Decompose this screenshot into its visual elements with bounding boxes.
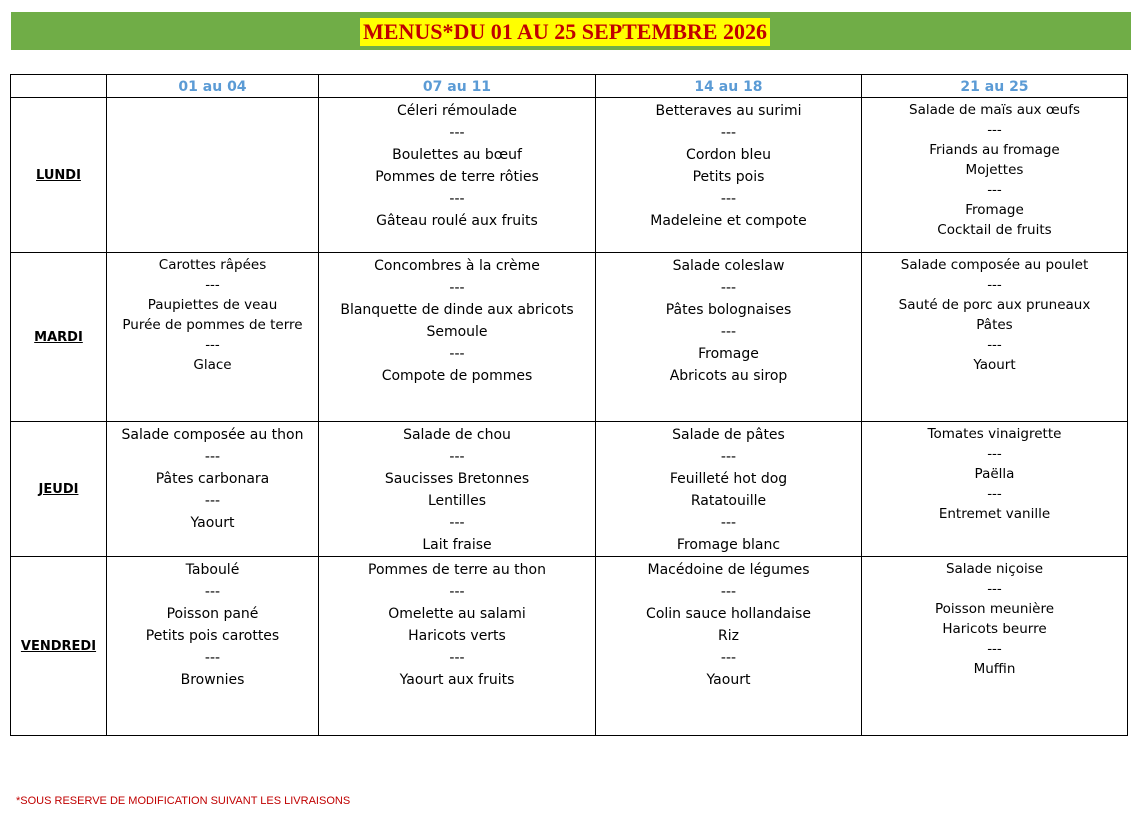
menu-item: Yaourt: [973, 357, 1016, 373]
course-separator: ---: [204, 493, 221, 509]
menu-item: Tomates vinaigrette: [927, 426, 1062, 442]
week-header-row: [11, 75, 1128, 98]
course-separator: ---: [205, 337, 220, 353]
menu-item: Céleri rémoulade: [396, 103, 518, 119]
course-separator: ---: [720, 515, 737, 531]
menu-cell: [862, 422, 1128, 557]
menu-cell: [596, 98, 862, 253]
menu-cell: [862, 98, 1128, 253]
menu-item: Brownies: [180, 672, 245, 688]
menu-item: Poisson pané: [166, 606, 259, 622]
course-separator: ---: [987, 182, 1002, 198]
course-separator: ---: [449, 650, 465, 666]
day-row: [11, 253, 1128, 422]
course-separator: ---: [987, 122, 1002, 138]
menu-item: Madeleine et compote: [650, 213, 807, 229]
menu-item: Concombres à la crème: [374, 258, 540, 274]
menu-item: Pommes de terre au thon: [368, 562, 546, 578]
menu-cell: [107, 422, 319, 557]
day-row: [11, 98, 1128, 253]
day-row: [11, 422, 1128, 557]
menu-item: Haricots beurre: [942, 621, 1047, 637]
course-separator: ---: [204, 449, 221, 465]
course-separator: ---: [720, 650, 737, 666]
course-separator: ---: [720, 449, 737, 465]
menu-cell: [107, 557, 319, 736]
menu-item: Pâtes: [976, 317, 1013, 333]
course-separator: ---: [204, 650, 221, 666]
menu-item: Ratatouille: [690, 493, 767, 509]
course-separator: ---: [449, 515, 465, 531]
course-separator: ---: [205, 277, 220, 293]
menu-item: Cordon bleu: [686, 147, 771, 163]
week-header: 14 au 18: [596, 75, 862, 98]
page-title: MENUS*DU 01 AU 25 SEPTEMBRE 2026: [360, 18, 770, 46]
menu-cell: [319, 557, 596, 736]
menu-item: Cocktail de fruits: [937, 222, 1052, 238]
menu-item: Betteraves au surimi: [655, 103, 802, 119]
menu-item: Colin sauce hollandaise: [646, 606, 811, 622]
menu-cell: [107, 253, 319, 422]
course-separator: ---: [720, 280, 737, 296]
menu-item: Compote de pommes: [381, 368, 533, 384]
menu-items: [107, 422, 318, 534]
course-separator: ---: [987, 641, 1002, 657]
menu-item: Lait fraise: [422, 537, 492, 553]
menu-items: [319, 253, 595, 387]
course-separator: ---: [987, 277, 1002, 293]
menu-item: Abricots au sirop: [669, 368, 788, 384]
menu-item: Entremet vanille: [938, 506, 1051, 522]
course-separator: ---: [987, 446, 1002, 462]
menu-items: [862, 557, 1127, 679]
menu-item: Taboulé: [185, 562, 240, 578]
menu-item: Friands au fromage: [929, 142, 1060, 158]
menu-cell: [319, 422, 596, 557]
menu-cell: [596, 557, 862, 736]
menu-items: [107, 253, 318, 375]
footnote: *SOUS RESERVE DE MODIFICATION SUIVANT LES LIVRAISONS: [16, 795, 351, 807]
menu-item: Salade de chou: [403, 427, 511, 443]
course-separator: ---: [987, 581, 1002, 597]
menu-item: Paupiettes de veau: [147, 297, 278, 313]
menu-item: Salade coleslaw: [672, 258, 785, 274]
menu-table: [10, 74, 1128, 736]
week-header: 21 au 25: [862, 75, 1128, 98]
menu-item: Salade de pâtes: [672, 427, 785, 443]
menu-item: Salade de maïs aux œufs: [909, 102, 1080, 118]
menu-item: Petits pois carottes: [145, 628, 280, 644]
menu-items: [107, 557, 318, 691]
menu-item: Gâteau roulé aux fruits: [376, 213, 538, 229]
menu-items: [862, 98, 1127, 240]
day-label: LUNDI: [11, 98, 107, 253]
menu-items: [862, 422, 1127, 524]
menu-items: [596, 98, 861, 232]
course-separator: ---: [720, 125, 737, 141]
corner-cell: [11, 75, 107, 98]
menu-item: Riz: [718, 628, 739, 644]
course-separator: ---: [449, 191, 465, 207]
menu-items: [596, 557, 861, 691]
day-label: JEUDI: [11, 422, 107, 557]
menu-item: Fromage: [698, 346, 759, 362]
menu-item: Muffin: [973, 661, 1016, 677]
course-separator: ---: [449, 125, 465, 141]
menu-item: Glace: [193, 357, 232, 373]
course-separator: ---: [449, 280, 465, 296]
course-separator: ---: [720, 584, 737, 600]
menu-item: Lentilles: [427, 493, 487, 509]
menu-item: Fromage blanc: [676, 537, 781, 553]
menu-item: Haricots verts: [408, 628, 506, 644]
course-separator: ---: [720, 191, 737, 207]
menu-items: [596, 422, 861, 556]
menu-item: Carottes râpées: [158, 257, 267, 273]
menu-item: Fromage: [965, 202, 1024, 218]
menu-item: Poisson meunière: [934, 601, 1055, 617]
menu-item: Macédoine de légumes: [647, 562, 810, 578]
menu-item: Semoule: [426, 324, 488, 340]
course-separator: ---: [449, 346, 465, 362]
menu-item: Yaourt: [706, 672, 751, 688]
menu-items: [319, 557, 595, 691]
week-header: 07 au 11: [319, 75, 596, 98]
menu-cell: [319, 253, 596, 422]
menu-item: Yaourt aux fruits: [399, 672, 515, 688]
menu-item: Feuilleté hot dog: [669, 471, 788, 487]
course-separator: ---: [987, 337, 1002, 353]
menu-item: Omelette au salami: [388, 606, 526, 622]
menu-items: [596, 253, 861, 387]
menu-item: Salade composée au poulet: [900, 257, 1089, 273]
menu-item: Pâtes carbonara: [155, 471, 270, 487]
menu-item: Saucisses Bretonnes: [384, 471, 530, 487]
menu-cell: [319, 98, 596, 253]
course-separator: ---: [449, 449, 465, 465]
menu-cell: [596, 253, 862, 422]
day-label: VENDREDI: [11, 557, 107, 736]
course-separator: ---: [987, 486, 1002, 502]
menu-item: Sauté de porc aux pruneaux: [898, 297, 1091, 313]
menu-item: Salade composée au thon: [121, 427, 304, 443]
menu-cell: [862, 253, 1128, 422]
menu-cell: [107, 98, 319, 253]
menu-item: Blanquette de dinde aux abricots: [340, 302, 574, 318]
course-separator: ---: [720, 324, 737, 340]
menu-item: Boulettes au bœuf: [392, 147, 522, 163]
menu-item: Pommes de terre rôties: [375, 169, 539, 185]
menu-items: [862, 253, 1127, 375]
menu-cell: [596, 422, 862, 557]
menu-item: Purée de pommes de terre: [122, 317, 303, 333]
day-row: [11, 557, 1128, 736]
menu-items: [107, 98, 318, 100]
week-header: 01 au 04: [107, 75, 319, 98]
menu-item: Mojettes: [965, 162, 1024, 178]
menu-item: Petits pois: [692, 169, 765, 185]
menu-item: Salade niçoise: [945, 561, 1044, 577]
menu-item: Yaourt: [190, 515, 235, 531]
menu-item: Paëlla: [974, 466, 1015, 482]
course-separator: ---: [204, 584, 221, 600]
menu-items: [319, 98, 595, 232]
day-label: MARDI: [11, 253, 107, 422]
menu-cell: [862, 557, 1128, 736]
menu-items: [319, 422, 595, 556]
course-separator: ---: [449, 584, 465, 600]
menu-item: Pâtes bolognaises: [665, 302, 792, 318]
